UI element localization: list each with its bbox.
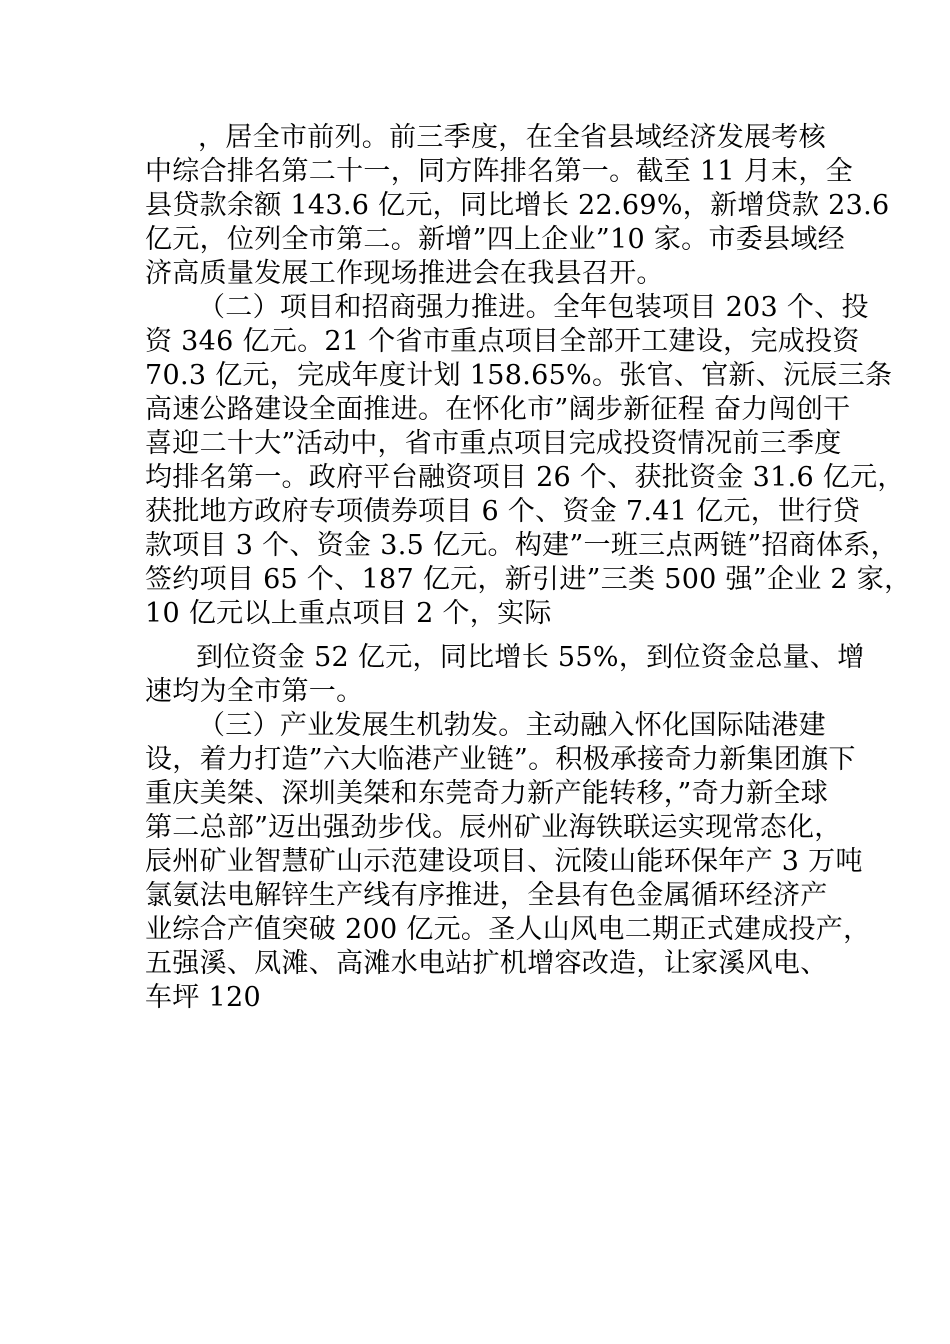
text-line: 辰州矿业智慧矿山示范建设项目、沅陵山能环保年产 3 万吨	[145, 846, 863, 877]
section-heading-line: （三）产业发展生机勃发。主动融入怀化国际陆港建	[198, 710, 826, 741]
text-line: 均排名第一。政府平台融资项目 26 个、获批资金 31.6 亿元，	[145, 462, 905, 493]
text-line: 款项目 3 个、资金 3.5 亿元。构建”一班三点两链”招商体系，	[145, 530, 898, 561]
section-heading-line: （二）项目和招商强力推进。全年包装项目 203 个、投	[198, 292, 869, 323]
text-line: 县贷款余额 143.6 亿元，同比增长 22.69%，新增贷款 23.6	[145, 190, 890, 221]
text-line: 亿元，位列全市第二。新增”四上企业”10 家。市委县域经	[145, 224, 845, 255]
text-line: 喜迎二十大”活动中，省市重点项目完成投资情况前三季度	[145, 428, 842, 459]
text-line: 中综合排名第二十一，同方阵排名第一。截至 11 月末，全	[145, 156, 853, 187]
text-line: 资 346 亿元。21 个省市重点项目全部开工建设，完成投资	[145, 326, 860, 357]
text-line: 设，着力打造”六大临港产业链”。积极承接奇力新集团旗下	[145, 744, 856, 775]
text-line: 70.3 亿元，完成年度计划 158.65%。张官、官新、沅辰三条	[145, 360, 893, 391]
text-line: 业综合产值突破 200 亿元。圣人山风电二期正式建成投产，	[145, 914, 871, 945]
text-line: 五强溪、凤滩、高滩水电站扩机增容改造，让家溪风电、	[145, 948, 828, 979]
text-line: 到位资金 52 亿元，同比增长 55%，到位资金总量、增	[196, 642, 865, 673]
text-line: 签约项目 65 个、187 亿元，新引进”三类 500 强”企业 2 家，	[145, 564, 912, 595]
text-line: 高速公路建设全面推进。在怀化市”阔步新征程 奋力闯创干	[145, 394, 851, 425]
text-line: 获批地方政府专项债券项目 6 个、资金 7.41 亿元，世行贷	[145, 496, 860, 527]
text-line: 济高质量发展工作现场推进会在我县召开。	[145, 258, 664, 289]
text-line: 10 亿元以上重点项目 2 个，实际	[145, 598, 552, 629]
text-line: 第二总部”迈出强劲步伐。辰州矿业海铁联运实现常态化，	[145, 812, 842, 843]
text-line: 车坪 120	[145, 982, 261, 1013]
text-line: ，居全市前列。前三季度，在全省县域经济发展考核	[198, 122, 826, 153]
text-line: 重庆美桀、深圳美桀和东莞奇力新产能转移，”奇力新全球	[145, 778, 829, 809]
text-line: 氯氨法电解锌生产线有序推进，全县有色金属循环经济产	[145, 880, 828, 911]
text-line: 速均为全市第一。	[145, 676, 364, 707]
